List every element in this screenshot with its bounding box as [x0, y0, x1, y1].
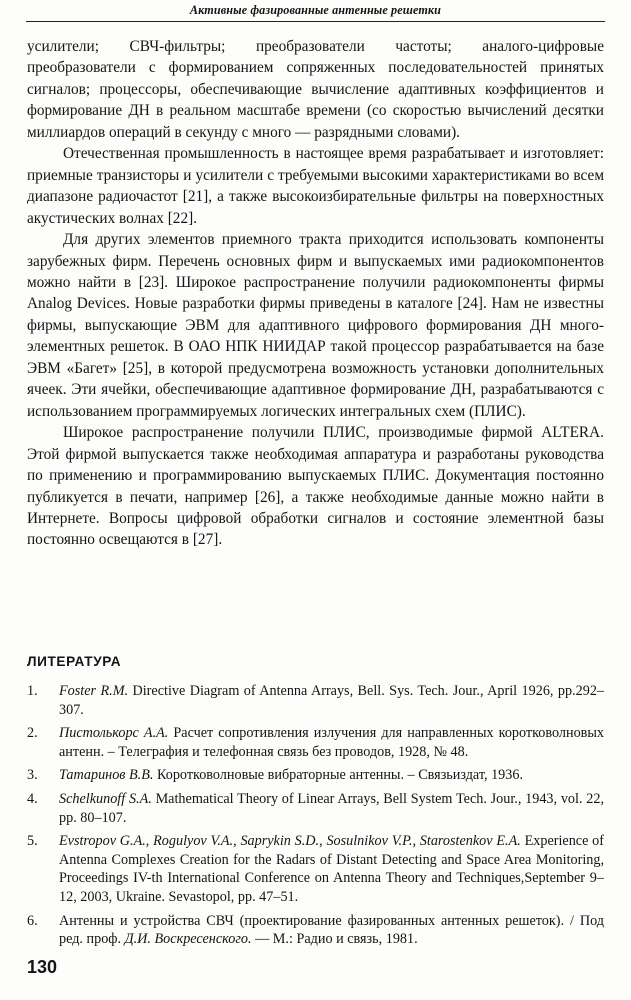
reference-number: 1.: [27, 683, 38, 699]
paragraph: Отечественная промышленность в настоящее время разрабатывает и изготовляет: приемные транзисторы и усилители с требуемыми высокими характеристиками во всем диапазоне радиочастот [21], а также высокоизбирательные фильтры на поверхностных акустических волнах [22].: [27, 145, 604, 227]
reference-text: [59, 790, 604, 827]
reference-author: Пистолькорс А.А.: [59, 725, 169, 742]
reference-item: [27, 766, 604, 785]
reference-item: [27, 682, 604, 719]
reference-body: Directive Diagram of Antenna Arrays, Bell. Sys. Tech. Jour., April 1926, pp.292–307.: [59, 683, 605, 718]
running-head: Активные фазированные антенные решетки: [26, 2, 605, 22]
reference-item: [27, 832, 604, 906]
reference-body: Коротковолновые вибраторные антенны. – Связьиздат, 1936.: [153, 767, 524, 784]
reference-author: Evstropov G.A., Rogulyov V.A., Saprykin S.D., Sosulnikov V.P., Starostenkov E.A.: [59, 833, 521, 850]
paragraph: Для других элементов приемного тракта приходится использовать компоненты зарубежных фирм. Перечень основных фирм и выпускаемых ими радиокомпонентов можно найти в [23]. Широкое распространение получили радиокомпоненты фирмы Analog Devices. Новые разработки фирмы приведены в каталоге [24]. Нам не известны фирмы, выпускающие ЭВМ для адаптивного цифрового формирования ДН многоэлементных решеток. В ОАО НПК НИИДАР такой процессор разрабатывается на базе ЭВМ «Багет» [25], в которой предусмотрена возможность установки дополнительных ячеек. Эти ячейки, обеспечивающие адаптивное формирование ДН, разрабатываются с использованием программируемых логических интегральных схем (ПЛИС).: [27, 231, 604, 420]
reference-item: [27, 912, 604, 949]
reference-author: Foster R.M.: [59, 683, 129, 699]
reference-author: Татаринов В.В.: [59, 767, 154, 784]
paragraph: Широкое распространение получили ПЛИС, производимые фирмой ALTERA. Этой фирмой выпускается также необходимая аппаратура и разработаны руководства по применению и программированию выпускаемых ПЛИС. Документация постоянно публикуется в печати, например [26], а также необходимые данные можно найти в Интернете. Вопросы цифровой обработки сигналов и состояние элементной базы постоянно освещаются в [27].: [27, 424, 604, 549]
literature-heading: ЛИТЕРАТУРА: [27, 654, 122, 669]
page-number: 130: [27, 957, 58, 977]
reference-editor: Д.И. Воскресенского.: [124, 931, 252, 948]
reference-text: [59, 912, 604, 949]
reference-body: Mathematical Theory of Linear Arrays, Bell System Tech. Jour., 1943, vol. 22, pp. 80–107.: [59, 790, 604, 826]
reference-list: [27, 682, 604, 954]
reference-body: Experience of Antenna Complexes Creation for the Radars of Distant Detecting and Space Area Monitoring, Proceedings IV-th International Conference on Antenna Theory and Techniques,September 9–12, 2003, Ukraine. Sevastopol, pp. 47–51.: [59, 833, 605, 905]
paragraph: усилители; СВЧ-фильтры; преобразователи частоты; аналого-цифровые преобразователи с формированием сопряженных последовательностей принятых сигналов; процессоры, обеспечивающие вычисление адаптивных коэффициентов и формирование ДН в реальном масштабе времени (со скоростью вычислений десятки миллиардов операций в секунду с много — разрядными словами).: [27, 38, 604, 141]
reference-text: [59, 832, 604, 906]
reference-author: Schelkunoff S.A.: [59, 790, 152, 807]
reference-number: 5.: [27, 833, 38, 850]
reference-number: 4.: [27, 790, 38, 807]
reference-tail: — М.: Радио и связь, 1981.: [251, 931, 418, 948]
reference-item: [27, 724, 604, 761]
reference-body: Расчет сопротивления излучения для направленных коротковолновых антенн. – Телеграфия и телефонная связь без проводов, 1928, № 48.: [59, 725, 604, 760]
body-text: [27, 36, 604, 551]
reference-number: 6.: [27, 912, 38, 929]
reference-body: Антенны и устройства СВЧ (проектирование фазированных антенных решеток). / Под ред. проф.: [59, 912, 604, 948]
reference-text: [59, 766, 604, 785]
reference-item: [27, 790, 604, 827]
reference-number: 3.: [27, 767, 38, 784]
reference-text: [59, 724, 604, 761]
reference-number: 2.: [27, 725, 38, 742]
reference-text: [59, 682, 604, 719]
